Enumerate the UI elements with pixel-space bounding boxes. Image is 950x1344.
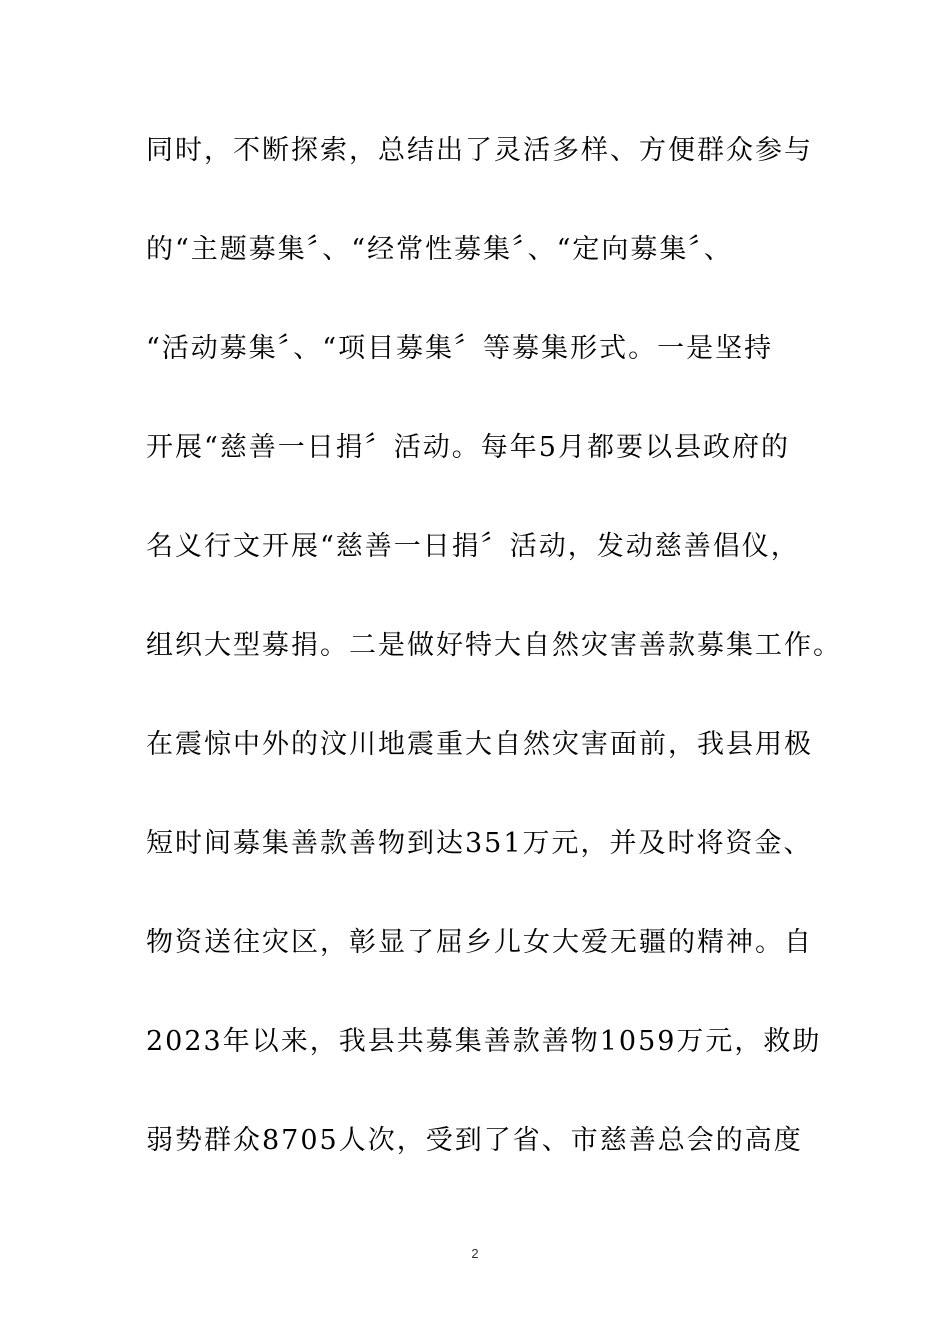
text-line: 2023年以来，我县共募集善款善物1059万元，救助 <box>146 1026 822 1057</box>
text-line: 开展“慈善一日捐〞活动。每年5月都要以县政府的 <box>146 432 790 463</box>
page-number: 2 <box>471 1246 479 1261</box>
text-line: 在震惊中外的汶川地震重大自然灾害面前，我县用极 <box>146 729 813 760</box>
text-line: 组织大型募捐。二是做好特大自然灾害善款募集工作。 <box>146 630 842 661</box>
text-line: 短时间募集善款善物到达351万元，并及时将资金、 <box>146 828 813 859</box>
text-line: 同时，不断探索，总结出了灵活多样、方便群众参与 <box>146 135 813 166</box>
body-text <box>146 126 846 1215</box>
text-line: 弱势群众8705人次，受到了省、市慈善总会的高度 <box>146 1125 803 1156</box>
text-line: “活动募集〞、“项目募集〞等募集形式。一是坚持 <box>146 333 774 364</box>
text-line: 名义行文开展“慈善一日捐〞活动，发动慈善倡仪， <box>146 531 800 562</box>
text-line: 物资送往灾区，彰显了屈乡儿女大爱无疆的精神。自 <box>146 927 813 958</box>
text-line: 的“主题募集〞、“经常性募集〞、“定向募集〞、 <box>146 234 733 265</box>
